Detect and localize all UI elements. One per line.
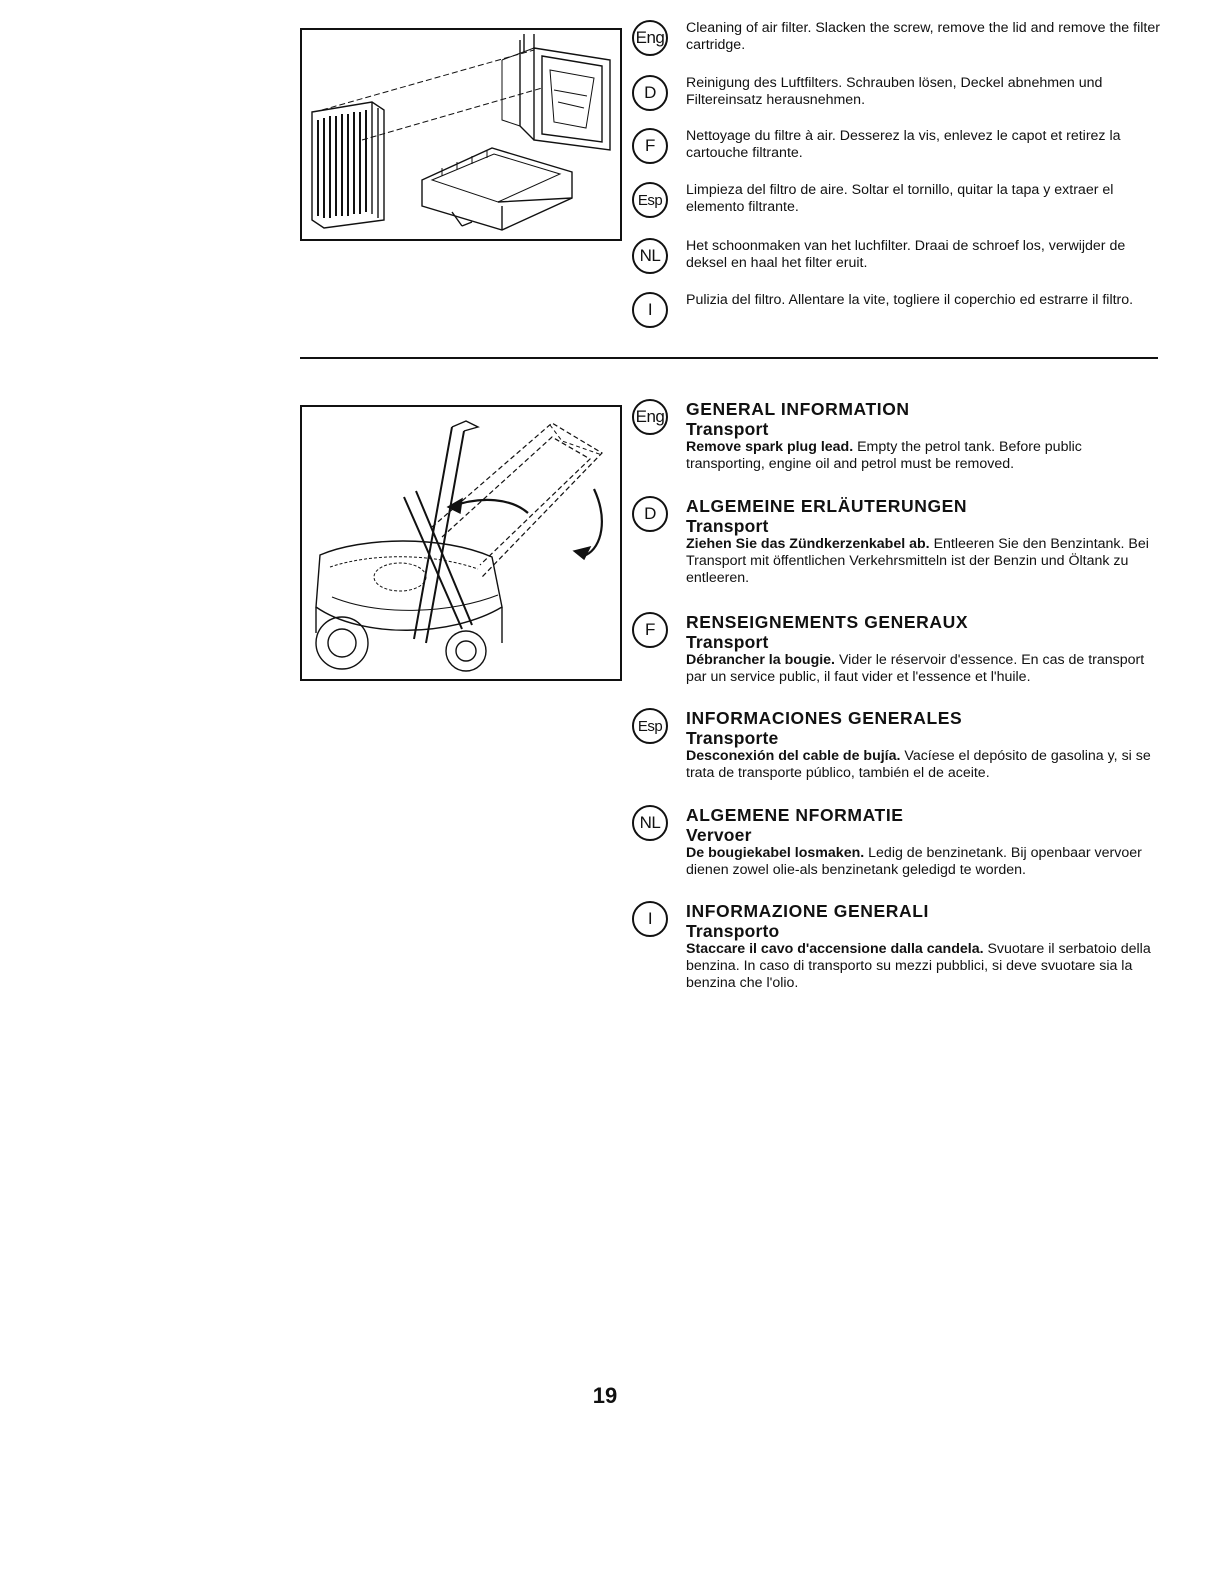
section-divider <box>300 357 1158 359</box>
transport-esp <box>632 708 1160 782</box>
transport-f <box>632 612 1160 686</box>
lang-badge-f: F <box>632 128 668 164</box>
section-body: Desconexión del cable de bujía. Vacíese el depósito de gasolina y, si se trata de transporte público, también el de aceite. <box>686 748 1151 781</box>
section-body: Remove spark plug lead. Empty the petrol tank. Before public transporting, engine oil and petrol must be removed. <box>686 439 1082 472</box>
section-body: Ziehen Sie das Zündkerzenkabel ab. Entleeren Sie den Benzintank. Bei Transport mit öffentlichen Verkehrsmitteln ist der Benzin und Öltank zu entleeren. <box>686 536 1149 586</box>
section-heading: ALGEMENE NFORMATIE <box>686 805 904 825</box>
air-filter-d <box>632 75 1160 109</box>
instruction-text: Reinigung des Luftfilters. Schrauben lösen, Deckel abnehmen und Filtereinsatz herausnehmen. <box>686 75 1103 108</box>
mower-transport-figure <box>300 405 622 681</box>
section-subheading: Transporte <box>686 728 779 748</box>
lang-badge-f: F <box>632 612 668 648</box>
section-subheading: Transporto <box>686 921 780 941</box>
transport-d <box>632 496 1160 587</box>
section-body: De bougiekabel losmaken. Ledig de benzinetank. Bij openbaar vervoer dienen zowel olie-als benzinetank geledigd te worden. <box>686 845 1142 878</box>
instruction-text: Pulizia del filtro. Allentare la vite, togliere il coperchio ed estrarre il filtro. <box>686 292 1134 308</box>
section-subheading: Transport <box>686 516 769 536</box>
air-filter-nl <box>632 238 1160 272</box>
instruction-text: Limpieza del filtro de aire. Soltar el tornillo, quitar la tapa y extraer el elemento filtrante. <box>686 182 1114 215</box>
section-subheading: Transport <box>686 632 769 652</box>
transport-i <box>632 901 1160 992</box>
transport-eng <box>632 399 1160 473</box>
instruction-text: Cleaning of air filter. Slacken the screw, remove the lid and remove the filter cartridge. <box>686 20 1160 53</box>
lang-badge-nl: NL <box>632 805 668 841</box>
section-subheading: Transport <box>686 419 769 439</box>
section-heading: RENSEIGNEMENTS GENERAUX <box>686 612 969 632</box>
page-number: 19 <box>592 1383 618 1408</box>
air-filter-eng <box>632 20 1160 54</box>
lang-badge-eng: Eng <box>632 399 668 435</box>
section-heading: GENERAL INFORMATION <box>686 399 910 419</box>
lang-badge-eng: Eng <box>632 20 668 56</box>
air-filter-drawing <box>302 30 620 239</box>
mower-drawing <box>302 407 620 679</box>
lang-badge-esp: Esp <box>632 708 668 744</box>
air-filter-figure <box>300 28 622 241</box>
lang-badge-d: D <box>632 75 668 111</box>
lang-badge-esp: Esp <box>632 182 668 218</box>
lang-badge-i: I <box>632 292 668 328</box>
section-heading: INFORMACIONES GENERALES <box>686 708 963 728</box>
section-heading: INFORMAZIONE GENERALI <box>686 901 930 921</box>
section-body: Staccare il cavo d'accensione dalla candela. Svuotare il serbatoio della benzina. In caso di transporto su mezzi pubblici, si deve svuotare sia la benzina che l'olio. <box>686 941 1151 991</box>
lang-badge-nl: NL <box>632 238 668 274</box>
transport-nl <box>632 805 1160 879</box>
instruction-text: Nettoyage du filtre à air. Desserez la vis, enlevez le capot et retirez la cartouche filtrante. <box>686 128 1121 161</box>
section-heading: ALGEMEINE ERLÄUTERUNGEN <box>686 496 968 516</box>
air-filter-i <box>632 292 1160 319</box>
section-body: Débrancher la bougie. Vider le réservoir d'essence. En cas de transport par un service public, il faut vider et l'essence et l'huile. <box>686 652 1145 685</box>
air-filter-f <box>632 128 1160 162</box>
lang-badge-d: D <box>632 496 668 532</box>
lang-badge-i: I <box>632 901 668 937</box>
section-subheading: Vervoer <box>686 825 752 845</box>
air-filter-esp <box>632 182 1160 216</box>
instruction-text: Het schoonmaken van het luchfilter. Draai de schroef los, verwijder de deksel en haal het filter eruit. <box>686 238 1126 271</box>
